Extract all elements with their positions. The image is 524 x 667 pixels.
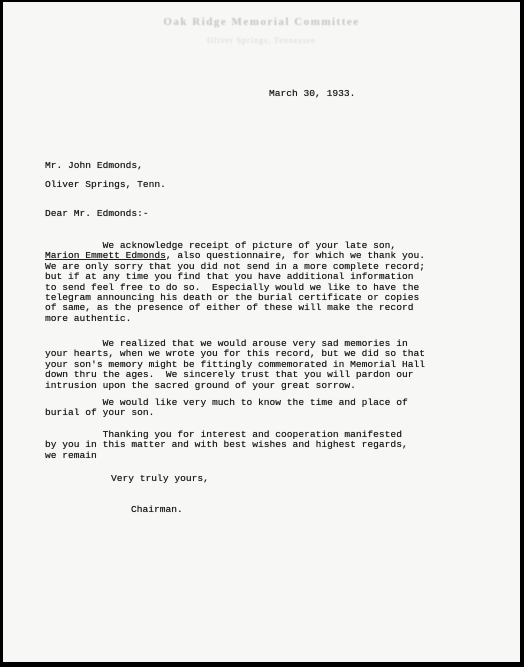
paragraph-line: to send feel free to do so. Especially would we like to have the: [45, 281, 420, 293]
paragraph-line: more authentic.: [45, 312, 132, 324]
paragraph-2: [45, 339, 425, 391]
signature-title: Chairman.: [131, 504, 183, 515]
recipient-block: [45, 156, 166, 194]
paragraph-1: [45, 241, 425, 324]
paragraph-4: [45, 430, 408, 461]
salutation: Dear Mr. Edmonds:-: [45, 208, 149, 219]
recipient-address: Oliver Springs, Tenn.: [45, 179, 166, 190]
letter-page: [3, 2, 520, 662]
paragraph-line: We would like very much to know the time and place of: [45, 397, 408, 408]
paragraph-line: burial of your son.: [45, 407, 155, 419]
paragraph-line: intrusion upon the sacred ground of your great sorrow.: [45, 379, 356, 391]
paragraph-line: but if at any time you find that you have additional information: [45, 271, 414, 283]
paragraph-line: telegram announcing his death or the burial certificate or copies: [45, 292, 420, 304]
paragraph-line: of same, as the presence of either of these will make the record: [45, 302, 414, 314]
paragraph-line: your hearts, when we wrote you for this record, but we did so that: [45, 348, 425, 360]
complimentary-close: Very truly yours,: [111, 473, 209, 484]
paragraph-line: we remain: [45, 449, 97, 461]
paragraph-line: We acknowledge receipt of picture of your late son,: [45, 240, 397, 251]
recipient-name: Mr. John Edmonds,: [45, 160, 143, 171]
deceased-name: Marion Emmett Edmonds: [45, 250, 166, 262]
letterhead-title: Oak Ridge Memorial Committee: [163, 16, 360, 28]
letter-date: March 30, 1933.: [269, 88, 356, 99]
paragraph-line: your son's memory might be fittingly commemorated in Memorial Hall: [45, 358, 425, 370]
letterhead-subtitle: Oliver Springs, Tennessee: [207, 36, 316, 45]
paragraph-line: We are only sorry that you did not send in a more complete record;: [45, 260, 425, 272]
paragraph-line: down thru the ages. We sincerely trust that you will pardon our: [45, 369, 414, 381]
paragraph-line: Thanking you for interest and cooperation manifested: [45, 429, 402, 440]
paragraph-line: We realized that we would arouse very sad memories in: [45, 338, 408, 349]
paragraph-3: [45, 398, 408, 419]
paragraph-line: by you in this matter and with best wishes and highest regards,: [45, 439, 408, 451]
paragraph-line-rest: , also questionnaire, for which we thank you.: [165, 250, 425, 262]
